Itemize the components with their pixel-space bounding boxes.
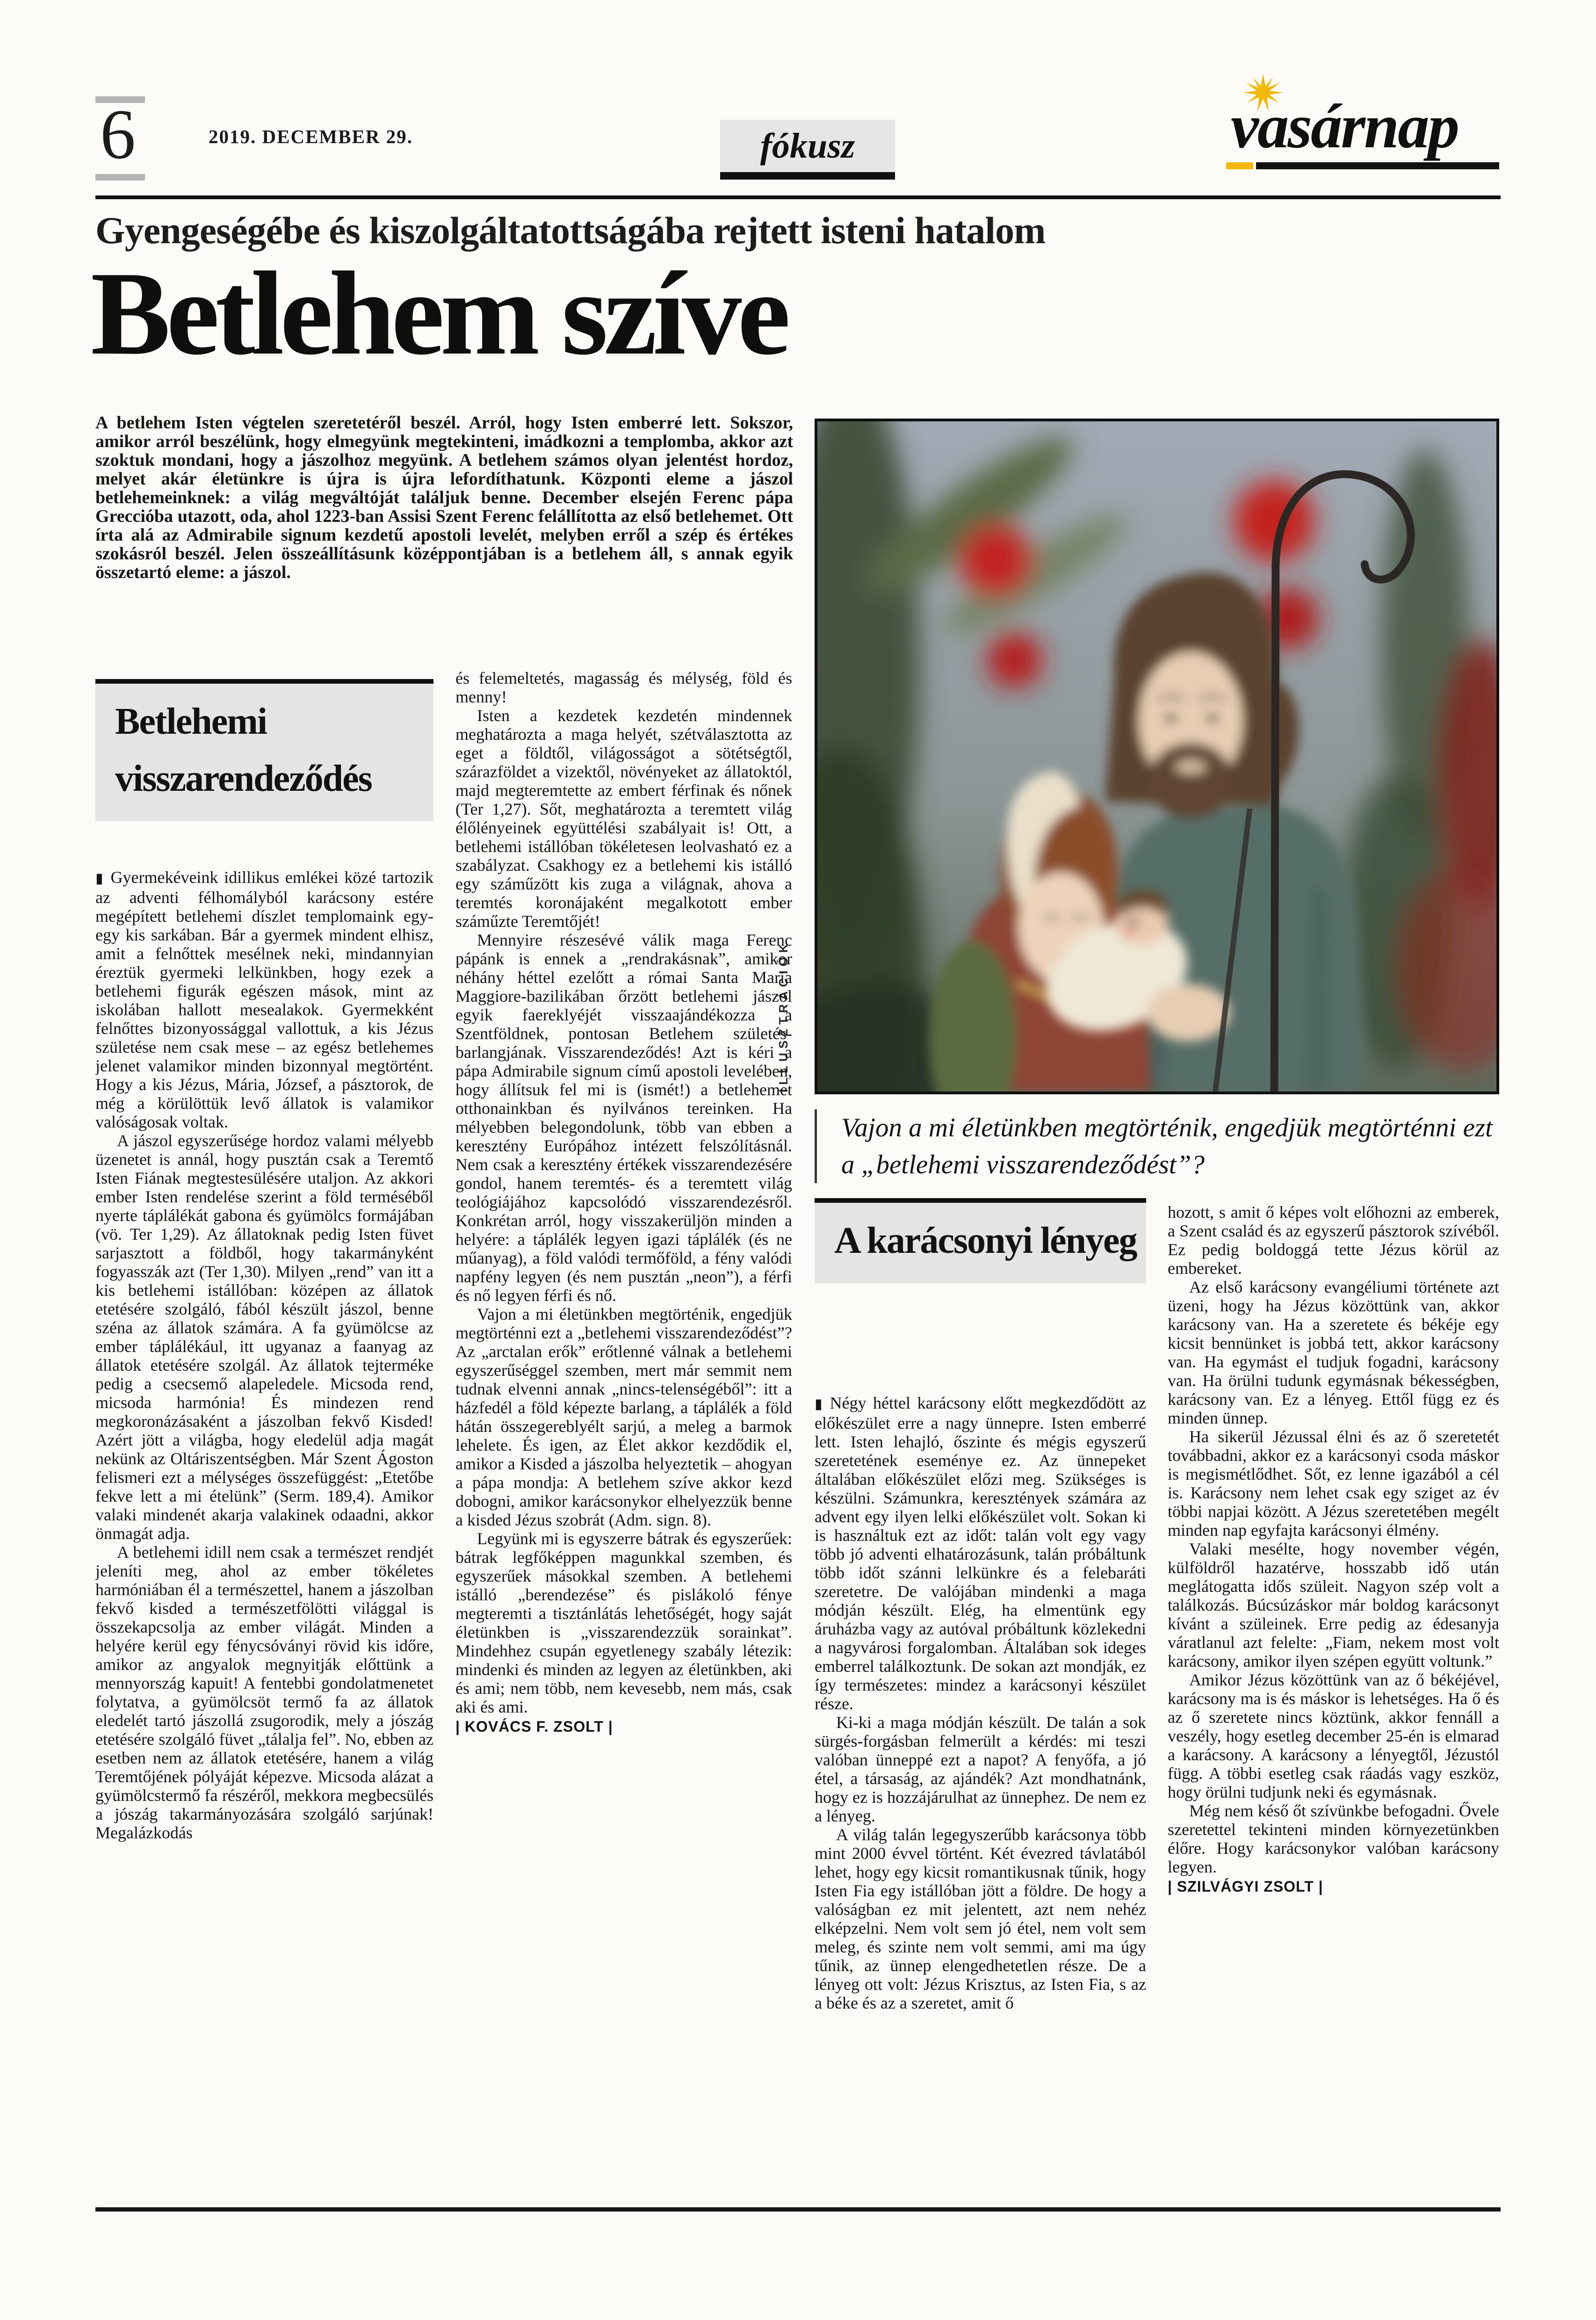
main-title: Betlehem szíve xyxy=(91,247,787,380)
article2-heading: A karácsonyi lényeg xyxy=(815,1198,1146,1283)
nativity-photo-illustration xyxy=(817,421,1496,1091)
brand-underline-yellow xyxy=(1226,162,1253,169)
section-label-underline xyxy=(720,172,895,180)
paragraph: Vajon a mi életünkben megtörténik, engedjük megtörténni ezt a „betlehemi visszarendeződést”? Az „arctalan erők” erőtlenné válnak a betlehemi egyszerűséggel szemben, mert már semmit nem tudnak elvenni annak „nincs-telenségéből”: itt a házfedél a föld képezte barlang, a táplálék a föld hátán összegereblyélt sarjú, a meleg a barmok lehelete. És igen, az Élet akkor kezdődik el, amikor a Kisded a jászolba helyeztetik – ahogyan a pápa mondja: A betlehem szíve akkor kezd dobogni, amikor karácsonykor elhelyezzük benne a kisded Jézus szobrát (Adm. sign. 8). xyxy=(455,1305,792,1529)
paragraph: hozott, s amit ő képes volt előhozni az emberek, a Szent család és az egyszerű pásztorok szívéből. Ez pedig boldoggá tette Jézus körül az embereket. xyxy=(1168,1203,1499,1278)
photo-credit-vertical: ILLUSZTRÁCIÓK xyxy=(776,940,790,1092)
paragraph: Legyünk mi is egyszerre bátrak és egyszerűek: bátrak legfőképpen magunkkal szemben, és egyszerűek másokkal szemben. A betlehemi istálló „berendezése” és pislákoló fénye megteremti a tisztánlátás lehetőségét, hogy saját életünkben is „visszarendezzük sorainkat”. Mindehhez csupán egyetlenegy szabály létezik: mindenki és minden az legyen az életünkben, aki és ami; nem több, nem kevesebb, nem más, csak aki és ami. xyxy=(455,1529,792,1716)
article1-column-2 xyxy=(455,669,792,2185)
byline: | KOVÁCS F. ZSOLT | xyxy=(455,1718,613,1735)
article1-column-1 xyxy=(95,868,433,2199)
paragraph: Mennyire részesévé válik maga Ferenc pápánk is ennek a „rendrakásnak”, amikor néhány héttel ezelőtt a római Santa Maria Maggiore-bazilikában őrzött betlehemi jászol egyik faereklyéjét visszaajándékozza a Szentföldnek, pontosan Betlehem születés-barlangjának. Visszarendeződés! Azt is kéri a pápa Admirabile signum című apostoli levelében, hogy állítsuk fel mi is (ismét!) a betlehemet otthonainkban és nyilvános tereinken. Ha mélyebben belegondolunk, több van ebben a keresztény Európához intézett felszólításnál. Nem csak a keresztény értékek visszarendezésére gondol, hanem teremtés- és a teremtett világ teológiájához kapcsolódó visszarendezésről. Konkrétan arról, hogy visszakerüljön minden a helyére: a táplálék legyen igazi táplálék (és ne műanyag), a föld valódi termőföld, a fény valódi napfény legyen (és nem pusztán „neon”), a férfi és nő legyen férfi és nő. xyxy=(455,931,792,1305)
paragraph: A jászol egyszerűsége hordoz valami mélyebb üzenetet is annál, hogy pusztán csak a Teremtő Isten Fiának megtestesülésére utaljon. Az akkori ember Isten rendelése szerint a föld terméséből nyerte táplálékát gabona és gyümölcs formájában (vö. Ter 1,29). Az állatoknak pedig Isten füvet sarjasztott a földből, hogy takarmányként fogyasszák azt (Ter 1,30). Milyen „rend” van itt a kis betlehemi istállóban: középen az állatok etetésére szolgáló, fából készült jászol, benne széna az állatok számára. A fa gyümölcse az ember táplálékául, itt ugyanaz a faanyag az állatok etetésére szolgál. Az állatok tejterméke pedig a csecsemő alapeledele. Micsoda rend, micsoda harmónia! És mindezen rend megkoronázásaként a jászolban fekvő Kisded! Azért jött a világba, hogy eledelül adja magát nekünk az Oltáriszentségben. Már Szent Ágoston felismeri ezt a mélységes összefüggést: „Etetőbe fekve lett a mi ételünk” (Serm. 189,4). Amikor valaki mindenét akarja valakinek odaadni, akkor önmagát adja. xyxy=(95,1131,433,1543)
paragraph: és felemeltetés, magasság és mélység, föld és menny! xyxy=(455,669,792,706)
paragraph: ▮ Gyermekéveink idillikus emlékei közé tartozik az adventi félhomályból karácsony estére megépített betlehemi díszlet templomaink egy-egy kis sarkában. Bár a gyermek mindent elhisz, amit a felnőttek mesélnek neki, mindannyian éreztük gyermeki lelkünkben, hogy ezek a betlehemi figurák egészen mások, mint az iskolában hallott mesealakok. Gyermekként felnőttes bizonyossággal vallottuk, a kis Jézus születése nem csak mese – az egész betlehemes jelenet valamikor minden bizonnyal megtörtént. Hogy a kis Jézus, Mária, József, a pásztorok, de még a körülöttük levő állatok is valamikor valóságosak voltak. xyxy=(95,868,433,1131)
article-photo xyxy=(815,419,1499,1094)
paragraph: Ki-ki a maga módján készült. De talán a sok sürgés-forgásban felmerült a kérdés: mi teszi valóban ünneppé ezt a napot? A fenyőfa, a jó étel, a társaság, az ajándék? Azt mondhatnánk, hogy ez is hozzájárulhat az ünnephez. De nem ez a lényeg. xyxy=(815,1713,1146,1825)
paragraph: Amikor Jézus közöttünk van az ő békéjével, karácsony ma is és máskor is lehetséges. Ha ő és az ő szeretete nincs köztünk, akkor fennáll a veszély, hogy esetleg december 25-én is elmarad a karácsony. A karácsony a lényegtől, Jézustól függ. A többi esetleg csak ráadás vagy eszköz, hogy örülni tudjunk neki és egymásnak. xyxy=(1168,1670,1499,1801)
paragraph: Még nem késő őt szívünkbe befogadni. Ővele szeretettel tekinteni minden környezetünkben élőre. Hogy karácsonykor valóban karácsony legyen. xyxy=(1168,1801,1499,1876)
brand-underline-black xyxy=(1256,162,1499,169)
page-number: 6 xyxy=(100,95,136,173)
section-label-text: fókusz xyxy=(760,126,855,166)
page-bottom-rule xyxy=(95,2207,1501,2212)
brand-logo: vasárnap xyxy=(1231,92,1459,161)
photo-caption: Vajon a mi életünkben megtörténik, engedjük megtörténni ezt a „betlehemi visszarendeződést”? xyxy=(815,1109,1502,1183)
page-number-rule-bottom xyxy=(95,174,145,181)
article2-column-2 xyxy=(1168,1203,1499,2186)
lead-paragraph: A betlehem Isten végtelen szeretetéről beszél. Arról, hogy Isten emberré lett. Sokszor, amikor arról beszélünk, hogy elmegyünk megtekinteni, imádkozni a templomba, akkor azt szoktuk mondani, hogy a jászolhoz megyünk. A betlehem számos olyan jelentést hordoz, melyet akár életünkre is újra is újra lefordíthatunk. Központi eleme a jászol betlehemeinknek: a világ megváltóját találjuk benne. December elsején Ferenc pápa Greccióba utazott, oda, ahol 1223-ban Assisi Szent Ferenc felállította az első betlehemet. Ott írta alá az Admirabile signum kezdetű apostoli levelét, melyben erről a szép és értékes szokásról beszél. Jelen összeállításunk középpontjában is a betlehem áll, s annak egyik összetartó eleme: a jászol. xyxy=(95,413,793,582)
section-label xyxy=(720,120,895,172)
header-rule xyxy=(95,195,1501,199)
byline: | SZILVÁGYI ZSOLT | xyxy=(1168,1878,1323,1895)
paragraph: Ha sikerül Jézussal élni és az ő szeretetét továbbadni, akkor ez a karácsonyi csoda máskor is megismétlődhet. Sőt, ez lenne igazából a cél is. Karácsony nem lehet csak egy sziget az év többi napjai között. A Jézus szeretetében megélt minden nap egyfajta karácsonyi élmény. xyxy=(1168,1427,1499,1539)
kicker-headline: Gyengeségébe és kiszolgáltatottságába rejtett isteni hatalom xyxy=(95,209,1046,252)
paragraph: Isten a kezdetek kezdetén mindennek meghatározta a maga helyét, szétválasztotta az eget a földtől, világosságot a sötétségtől, szárazföldet a vizektől, növényeket az állatoktól, majd megteremtette az embert férfinak és nőnek (Ter 1,27). Sőt, meghatározta a teremtett világ élőlényeinek együttélési szabályait is! Ott, a betlehemi istállóban tökéletesen leolvasható ez a szabályzat. Csakhogy ez a betlehemi kis istálló egy száműzött kis zuga a világnak, ahova a teremtés koronájaként megalkotott ember száműzte Teremtőjét! xyxy=(455,706,792,931)
paragraph: Az első karácsony evangéliumi története azt üzeni, hogy ha Jézus közöttünk van, akkor karácsony van. Ha a szeretete és békéje egy kicsit bennünket is jobbá tett, akkor karácsony van. Ha egymást el tudjuk fogadni, karácsony van. Ha örülni tudunk egymásnak békességben, karácsony van. Ez a lényeg. Ettől függ ez és minden ünnep. xyxy=(1168,1278,1499,1427)
article2-column-1 xyxy=(815,1394,1146,2203)
paragraph: Valaki mesélte, hogy november végén, külföldről hazatérve, hosszabb idő után meglátogatta idős szüleit. Nagyon szép volt a találkozás. Búcsúzáskor már boldog karácsonyt kívánt a szüleinek. Erre pedig az édesanyja váratlanul azt felelte: „Fiam, nekem most volt karácsony, amikor ilyen szépen együtt voltunk.” xyxy=(1168,1539,1499,1670)
paragraph: A betlehemi idill nem csak a természet rendjét jeleníti meg, ahol az ember tökéletes harmóniában él a természettel, hanem a jászolban fekvő kisded a természetfölötti világgal is összekapcsolja az ember világát. Minden a helyére kerül egy fénycsóványi rövid kis időre, amikor az angyalok megnyitják előttünk a mennyország kapuit! A fentebbi gondolatmenetet folytatva, a gyümölcsöt termő fa az állatok eledelét tartó jászollá zsugorodik, mely a jószág etetésére szolgáló füvet „tálalja fel”. No, ebben az esetben nem az állatok etetésére, hanem a világ Teremtőjének pólyáját képezve. Micsoda alázat a gyümölcstermő fa részéről, mekkora megbecsülés a jószág takarmányozására szolgáló sarjúnak! Megalázkodás xyxy=(95,1543,433,1842)
paragraph: ▮ Négy héttel karácsony előtt megkezdődött az előkészület erre a nagy ünnepre. Isten emberré lett. Isten lehajló, őszinte és mégis egyszerű szeretetének eseménye ez. Az ünnepeket általában előkészület előzi meg. Szükséges is készülni. Számunkra, keresztények számára az advent egy ilyen lelki előkészület volt. Sokan ki is használtuk ezt az időt: talán volt egy vagy több jó adventi elhatározásunk, talán próbáltunk több időt szánni lelkünkre és a felebaráti szeretetre. De valójában mindenki a maga módján készült. Elég, ha elmentünk egy áruházba vagy az autóval próbáltunk közlekedni a nagyvárosi forgalomban. Általában sok ideges emberrel találkoztunk. De sokan azt mondják, ez így természetes: mindez a karácsonyi készület része. xyxy=(815,1394,1146,1713)
article1-heading: Betlehemi visszarendeződés xyxy=(95,679,433,821)
issue-date: 2019. DECEMBER 29. xyxy=(209,126,413,147)
paragraph: A világ talán legegyszerűbb karácsonya több mint 2000 évvel történt. Két évezred távlatából lehet, hogy egy kicsit romantikusnak tűnik, hogy Isten Fia egy istállóban jött a földre. De hogy a valóságban ez mit jelentett, azt nem nehéz elképzelni. Nem volt sem jó étel, nem volt sem meleg, és szinte nem volt semmi, ami ma úgy tűnik, az ünnep elengedhetetlen része. De a lényeg ott volt: Jézus Krisztus, az Isten Fia, s az a béke és az a szeretet, amit ő xyxy=(815,1825,1146,2012)
